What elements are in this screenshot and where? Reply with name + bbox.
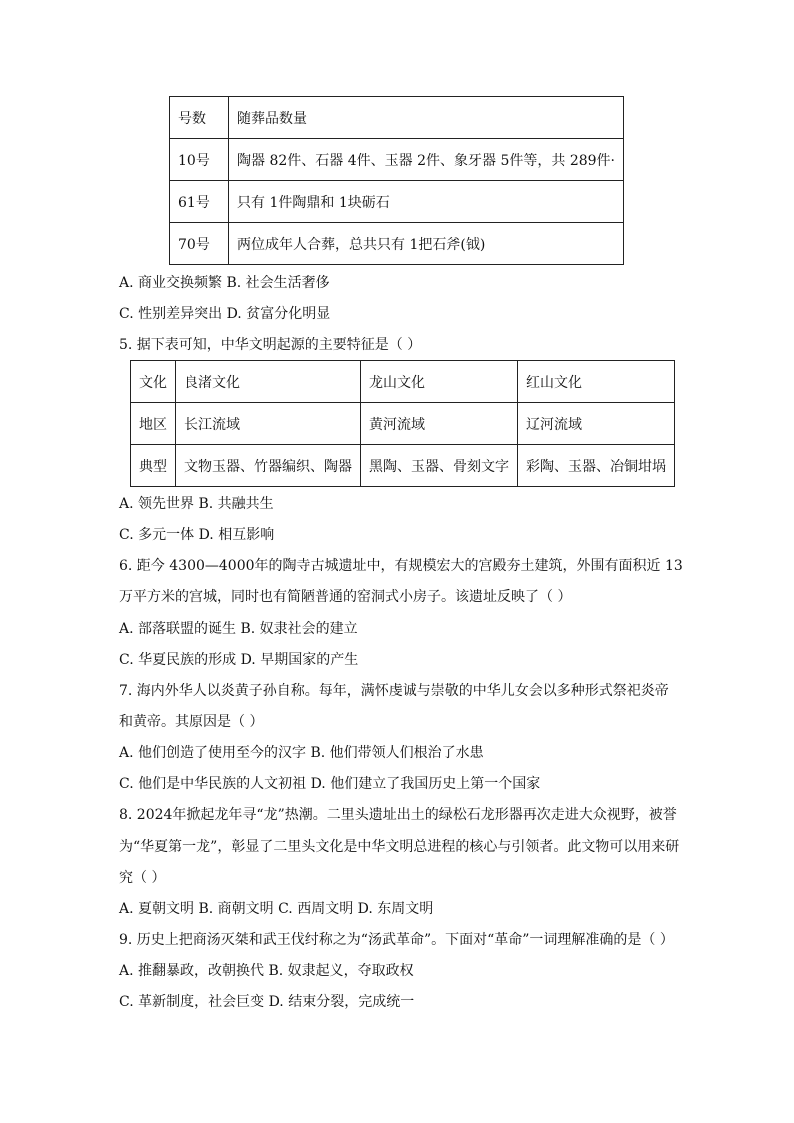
table-cell: 两位成年人合葬，总共只有 1把石斧(钺) bbox=[229, 223, 624, 265]
table-row bbox=[170, 97, 624, 139]
culture-table bbox=[130, 360, 675, 487]
q7-stem-line: 和黄帝。其原因是（ ） bbox=[119, 714, 264, 730]
table-row bbox=[131, 403, 675, 445]
table-row bbox=[170, 139, 624, 181]
table-row bbox=[131, 361, 675, 403]
table-cell: 黑陶、玉器、骨刻文字 bbox=[361, 445, 518, 487]
q6-option-line: C. 华夏民族的形成 D. 早期国家的产生 bbox=[119, 652, 359, 668]
table-cell: 文物玉器、竹器编织、陶器 bbox=[176, 445, 361, 487]
q5-stem: 5. 据下表可知，中华文明起源的主要特征是（ ） bbox=[119, 337, 422, 353]
table-cell: 长江流域 bbox=[176, 403, 361, 445]
burial-goods-table bbox=[169, 96, 624, 265]
q9-option-line: C. 革新制度，社会巨变 D. 结束分裂，完成统一 bbox=[119, 994, 415, 1010]
q4-option-line: A. 商业交换频繁 B. 社会生活奢侈 bbox=[119, 275, 330, 291]
q9-stem-line: 9. 历史上把商汤灭桀和武王伐纣称之为“汤武革命”。下面对“革命”一词理解准确的是（ ） bbox=[119, 932, 674, 948]
table-row bbox=[170, 223, 624, 265]
q8-stem-line: 为“华夏第一龙”，彰显了二里头文化是中华文明总进程的核心与引领者。此文物可以用来研 bbox=[119, 839, 680, 855]
q7-option-line: C. 他们是中华民族的人文初祖 D. 他们建立了我国历史上第一个国家 bbox=[119, 776, 541, 792]
table-row bbox=[170, 181, 624, 223]
table-cell: 黄河流域 bbox=[361, 403, 518, 445]
table-cell: 辽河流域 bbox=[518, 403, 675, 445]
table-cell: 龙山文化 bbox=[361, 361, 518, 403]
q7-option-line: A. 他们创造了使用至今的汉字 B. 他们带领人们根治了水患 bbox=[119, 745, 484, 761]
q6-stem-line: 万平方米的宫城，同时也有简陋普通的窑洞式小房子。该遗址反映了（ ） bbox=[119, 589, 572, 605]
table-cell: 地区 bbox=[131, 403, 176, 445]
q6-stem-line: 6. 距今 4300—4000年的陶寺古城遗址中，有规模宏大的宫殿夯土建筑，外围有面积近 13 bbox=[119, 558, 683, 574]
table-cell: 随葬品数量 bbox=[229, 97, 624, 139]
table-cell: 陶器 82件、石器 4件、玉器 2件、象牙器 5件等，共 289件· bbox=[229, 139, 624, 181]
q8-stem-line: 究（ ） bbox=[119, 870, 166, 886]
table-cell: 红山文化 bbox=[518, 361, 675, 403]
table-cell: 文化 bbox=[131, 361, 176, 403]
table-cell: 彩陶、玉器、冶铜坩埚 bbox=[518, 445, 675, 487]
q8-option-line: A. 夏朝文明 B. 商朝文明 C. 西周文明 D. 东周文明 bbox=[119, 901, 434, 917]
table-cell: 号数 bbox=[170, 97, 229, 139]
q4-option-line: C. 性别差异突出 D. 贫富分化明显 bbox=[119, 306, 331, 322]
table-cell: 典型 bbox=[131, 445, 176, 487]
q5-option-line: A. 领先世界 B. 共融共生 bbox=[119, 496, 274, 512]
q6-option-line: A. 部落联盟的诞生 B. 奴隶社会的建立 bbox=[119, 621, 358, 637]
table-cell: 只有 1件陶鼎和 1块砺石 bbox=[229, 181, 624, 223]
table-row bbox=[131, 445, 675, 487]
q7-stem-line: 7. 海内外华人以炎黄子孙自称。每年，满怀虔诚与崇敬的中华儿女会以多种形式祭祀炎帝 bbox=[119, 683, 669, 699]
table-cell: 70号 bbox=[170, 223, 229, 265]
q9-option-line: A. 推翻暴政，改朝换代 B. 奴隶起义，夺取政权 bbox=[119, 963, 414, 979]
table-cell: 良渚文化 bbox=[176, 361, 361, 403]
table-cell: 10号 bbox=[170, 139, 229, 181]
table-cell: 61号 bbox=[170, 181, 229, 223]
q5-option-line: C. 多元一体 D. 相互影响 bbox=[119, 527, 275, 543]
q8-stem-line: 8. 2024年掀起龙年寻“龙”热潮。二里头遗址出土的绿松石龙形器再次走进大众视野，被誉 bbox=[119, 807, 677, 823]
